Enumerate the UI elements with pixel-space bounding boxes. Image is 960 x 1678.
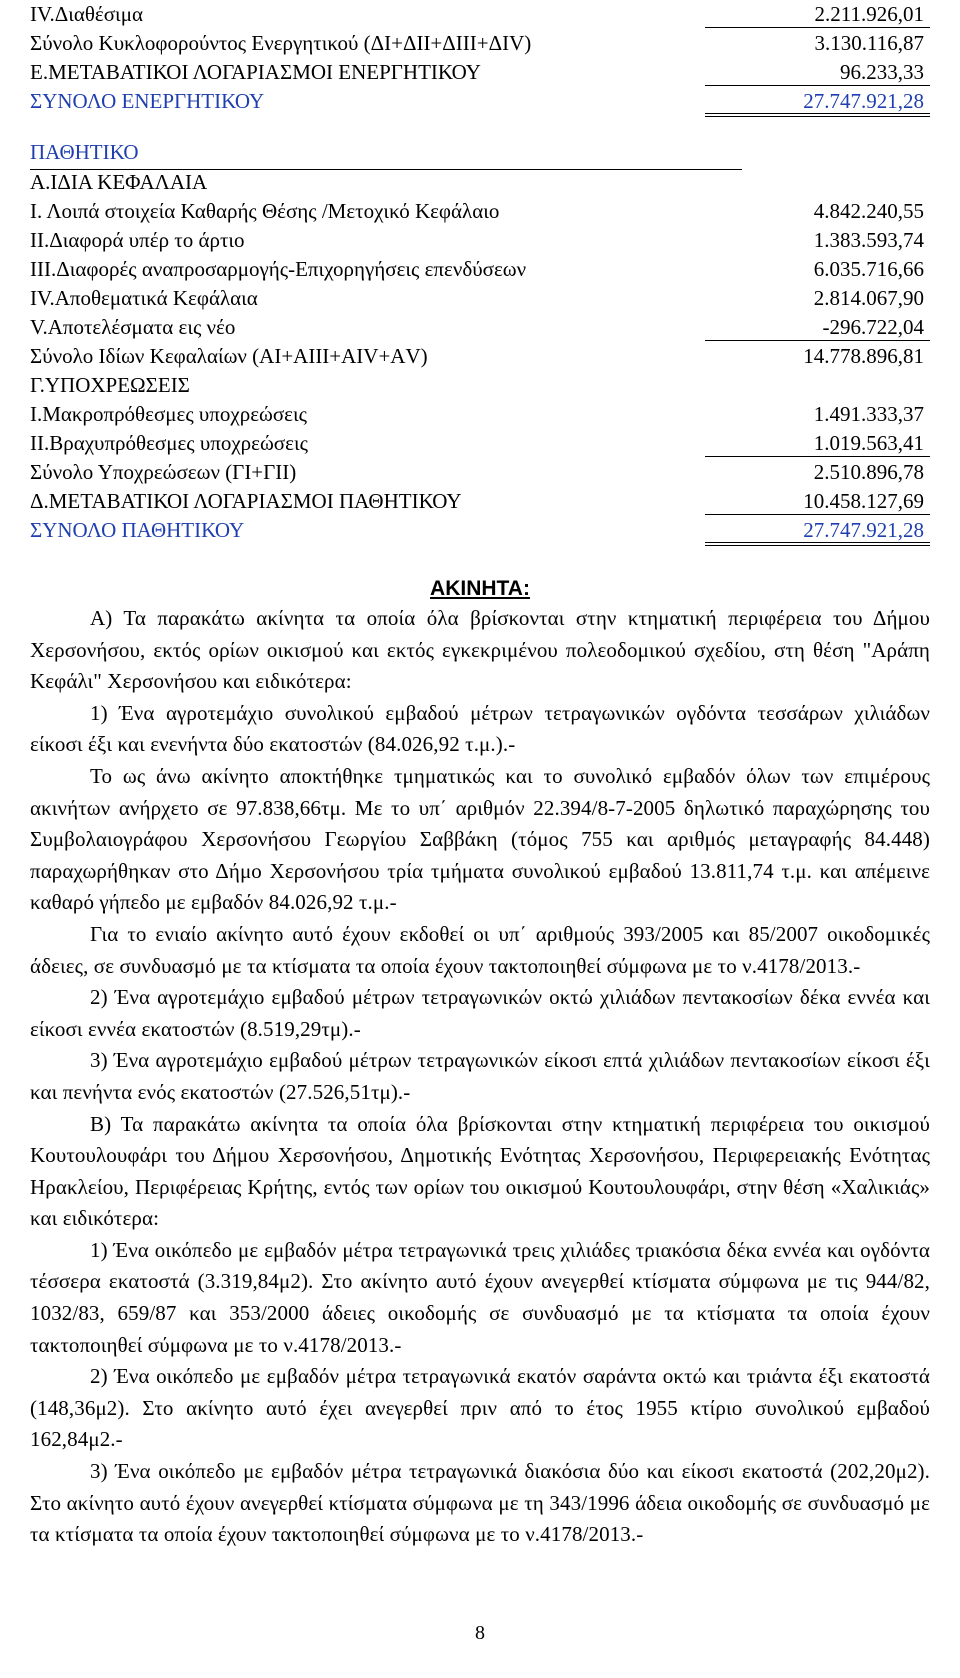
- balance-label: V.Αποτελέσματα εις νέο: [30, 315, 236, 339]
- balance-value: 96.233,33: [705, 59, 930, 86]
- balance-row: [30, 487, 930, 516]
- balance-value: 10.458.127,69: [705, 488, 930, 515]
- paragraph: Για το ενιαίο ακίνητο αυτό έχουν εκδοθεί οι υπ΄ αριθμούς 393/2005 και 85/2007 οικοδομικές άδειες, σε συνδυασμό με τα κτίσματα τα οποία έχουν τακτοποιηθεί σύμφωνα με το ν.4178/2013.-: [30, 921, 930, 978]
- balance-value: 27.747.921,28: [705, 89, 930, 117]
- balance-value: 6.035.716,66: [813, 257, 924, 281]
- balance-row: [30, 400, 930, 429]
- balance-value: 2.510.896,78: [813, 460, 924, 484]
- balance-label: ΣΥΝΟΛΟ ΕΝΕΡΓΗΤΙΚΟΥ: [30, 89, 265, 113]
- balance-row: [30, 255, 930, 284]
- liabilities-section: [30, 197, 930, 545]
- balance-label: Ε.ΜΕΤΑΒΑΤΙΚΟΙ ΛΟΓΑΡΙΑΣΜΟΙ ΕΝΕΡΓΗΤΙΚΟΥ: [30, 60, 481, 84]
- balance-row: [30, 197, 930, 226]
- balance-value: 1.383.593,74: [813, 228, 924, 252]
- balance-label: Σύνολο Κυκλοφορούντος Ενεργητικού (ΔΙ+ΔΙΙ+ΔΙΙΙ+ΔΙV): [30, 31, 532, 55]
- balance-label: ΙΙΙ.Διαφορές αναπροσαρμογής-Επιχορηγήσεις επενδύσεων: [30, 257, 527, 281]
- balance-row: [30, 0, 930, 29]
- balance-value: 14.778.896,81: [803, 344, 924, 368]
- page-number: 8: [475, 1622, 485, 1644]
- paragraph: Α) Τα παρακάτω ακίνητα τα οποία όλα βρίσκονται στην κτηματική περιφέρεια του Δήμου Χερσονήσου, εκτός ορίων οικισμού και εκτός εγκεκριμένου πολεοδομικού σχεδίου, στη θέση "Αράπη Κεφάλι" Χερσονήσου και ειδικότερα:: [30, 606, 930, 694]
- balance-label: Γ.ΥΠΟΧΡΕΩΣΕΙΣ: [30, 373, 190, 397]
- paragraph: 2) Ένα αγροτεμάχιο εμβαδού μέτρων τετραγωνικών οκτώ χιλιάδων πεντακοσίων δέκα εννέα και είκοσι εννέα εκατοστών (8.519,29τμ).-: [30, 985, 930, 1041]
- balance-value: 1.491.333,37: [813, 402, 924, 426]
- document-page: [30, 0, 930, 1551]
- paragraph: Β) Τα παρακάτω ακίνητα τα οποία όλα βρίσκονται στην κτηματική περιφέρεια του οικισμού Κουτουλουφάρι του Δήμου Χερσονήσου, Δημοτικής Ενότητας Χερσονήσου, Περιφερειακής Ενότητας Ηρακλείου, Περιφέρειας Κρήτης, εντός των ορίων του οικισμού Κουτουλουφάρι, στην θέση «Χαλικιάς» και ειδικότερα:: [30, 1111, 930, 1231]
- balance-value: -296.722,04: [705, 314, 930, 341]
- balance-row: [30, 458, 930, 487]
- balance-row: [30, 58, 930, 87]
- balance-row: [30, 342, 930, 371]
- balance-label: ΙV.Αποθεματικά Κεφάλαια: [30, 286, 258, 310]
- balance-label: Δ.ΜΕΤΑΒΑΤΙΚΟΙ ΛΟΓΑΡΙΑΣΜΟΙ ΠΑΘΗΤΙΚΟΥ: [30, 489, 462, 513]
- balance-label: IV.Διαθέσιμα: [30, 2, 143, 26]
- balance-label: Ι. Λοιπά στοιχεία Καθαρής Θέσης /Μετοχικό Κεφάλαιο: [30, 199, 500, 223]
- balance-label: Ι.Μακροπρόθεσμες υποχρεώσεις: [30, 402, 307, 426]
- paragraph: Το ως άνω ακίνητο αποκτήθηκε τμηματικώς και το συνολικό εμβαδόν όλων των επιμέρους ακινήτων ανήρχετο σε 97.838,66τμ. Με το υπ΄ αριθμόν 22.394/8-7-2005 δηλωτικό παραχώρησης του Συμβολαιογράφου Χερσονήσου Γεωργίου Σαββάκη (τόμος 755 και αριθμός μεταγραφής 84.448) παραχωρήθηκαν στο Δήμο Χερσονήσου τρία τμήματα συνολικού εμβαδού 13.811,74 τ.μ. και απέμεινε καθαρό γήπεδο με εμβαδόν 84.026,92 τ.μ.-: [30, 763, 930, 915]
- balance-value: 27.747.921,28: [705, 518, 930, 546]
- balance-value: 1.019.563,41: [705, 430, 930, 457]
- liabilities-title: ΠΑΘΗΤΙΚΟ: [30, 140, 139, 164]
- assets-section: [30, 0, 930, 116]
- balance-label: ΙΙ.Διαφορά υπέρ το άρτιο: [30, 228, 245, 252]
- balance-row: [30, 87, 930, 116]
- paragraph: 2) Ένα οικόπεδο με εμβαδόν μέτρα τετραγωνικά εκατόν σαράντα οκτώ και τριάντα έξι εκατοστά (148,36μ2). Στο ακίνητο αυτό έχει ανεγερθεί πριν από το έτος 1955 κτίριο συνολικού εμβαδού 162,84μ2.-: [30, 1364, 930, 1452]
- paragraph: 1) Ένα αγροτεμάχιο συνολικού εμβαδού μέτρων τετραγωνικών ογδόντα τεσσάρων χιλιάδων είκοσι έξι και ενενήντα δύο εκατοστών (84.026,92 τ.μ.).-: [30, 700, 930, 757]
- equity-title: Α.ΙΔΙΑ ΚΕΦΑΛΑΙΑ: [30, 170, 208, 194]
- balance-value: 3.130.116,87: [814, 31, 924, 55]
- balance-label: ΙΙ.Βραχυπρόθεσμες υποχρεώσεις: [30, 431, 308, 455]
- paragraph: 1) Ένα οικόπεδο με εμβαδόν μέτρα τετραγωνικά τρεις χιλιάδες τριακόσια δέκα εννέα και ογδόντα τέσσερα εκατοστά (3.319,84μ2). Στο ακίνητο αυτό έχουν ανεγερθεί κτίσματα σύμφωνα με τις 944/82, 1032/83, 659/87 και 353/2000 άδειες οικοδομής σε συνδυασμό με τα κτίσματα τα οποία έχουν τακτοποιηθεί σύμφωνα με το ν.4178/2013.-: [30, 1237, 930, 1357]
- properties-text: [30, 603, 930, 1551]
- paragraph: 3) Ένα αγροτεμάχιο εμβαδού μέτρων τετραγωνικών είκοσι επτά χιλιάδων πεντακοσίων είκοσι έξι και πενήντα ενός εκατοστών (27.526,51τμ).-: [30, 1048, 930, 1104]
- balance-row: [30, 516, 930, 545]
- paragraph: 3) Ένα οικόπεδο με εμβαδόν μέτρα τετραγωνικά διακόσια δύο και είκοσι εκατοστά (202,20μ2). Στο ακίνητο αυτό έχουν ανεγερθεί κτίσματα σύμφωνα με τη 343/1996 άδεια οικοδομής σε συνδυασμό με τα κτίσματα τα οποία έχουν τακτοποιηθεί σύμφωνα με το ν.4178/2013.-: [30, 1459, 930, 1547]
- balance-label: ΣΥΝΟΛΟ ΠΑΘΗΤΙΚΟΥ: [30, 518, 245, 542]
- balance-label: Σύνολο Υποχρεώσεων (ΓΙ+ΓΙΙ): [30, 460, 297, 484]
- balance-value: 2.814.067,90: [813, 286, 924, 310]
- balance-row: [30, 226, 930, 255]
- balance-row: [30, 284, 930, 313]
- balance-row: [30, 371, 930, 400]
- balance-value: 2.211.926,01: [705, 1, 930, 28]
- balance-row: [30, 29, 930, 58]
- balance-row: [30, 429, 930, 458]
- balance-row: [30, 313, 930, 342]
- balance-label: Σύνολο Ιδίων Κεφαλαίων (ΑΙ+ΑΙΙΙ+ΑΙV+ΑV): [30, 344, 428, 368]
- section-heading: ΑΚΙΝΗΤΑ:: [430, 577, 530, 600]
- balance-value: 4.842.240,55: [813, 199, 924, 223]
